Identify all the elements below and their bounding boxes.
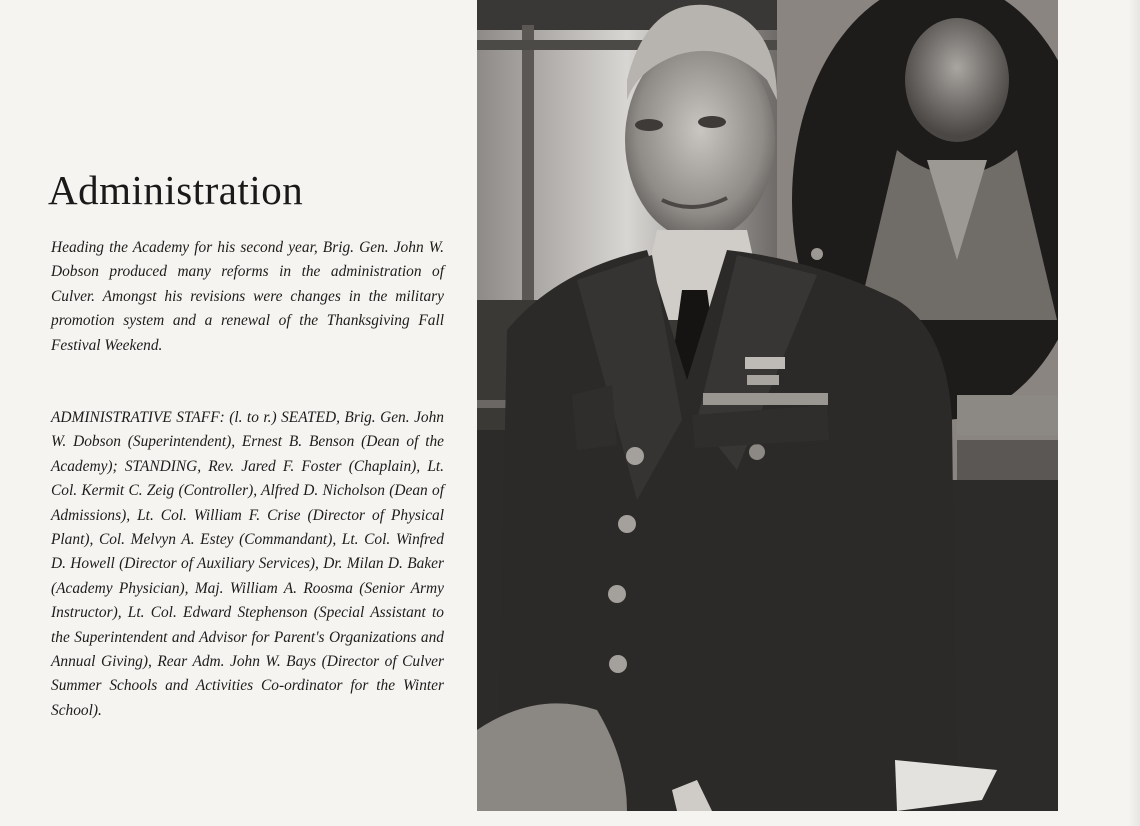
photo-illustration: [477, 0, 1058, 811]
page-binding-shadow: [1128, 0, 1140, 826]
superintendent-portrait-photo: [477, 0, 1058, 811]
page-title: Administration: [48, 167, 304, 213]
staff-caption: ADMINISTRATIVE STAFF: (l. to r.) SEATED, Brig. Gen. John W. Dobson (Superintendent), Ernest B. Benson (Dean of the Academy); STANDING, Rev. Jared F. Foster (Chaplain), Lt. Col. Kermit C. Zeig (Controller), Alfred D. Nicholson (Dean of Admissions), Lt. Col. William F. Crise (Director of Physical Plant), Col. Melvyn A. Estey (Commandant), Lt. Col. Winfred D. Howell (Director of Auxiliary Services), Dr. Milan D. Baker (Academy Physician), Maj. William A. Roosma (Senior Army Instructor), Lt. Col. Edward Stephenson (Special Assistant to the Superintendent and Advisor for Parent's Organizations and Annual Giving), Rear Adm. John W. Bays (Director of Culver Summer Schools and Activities Co-ordinator for the Winter School).: [51, 409, 444, 719]
intro-paragraph: Heading the Academy for his second year, Brig. Gen. John W. Dobson produced many reforms in the administration of Culver. Amongst his revisions were changes in the military promotion system and a renewal of the Thanksgiving Fall Festival Weekend.: [51, 239, 444, 354]
